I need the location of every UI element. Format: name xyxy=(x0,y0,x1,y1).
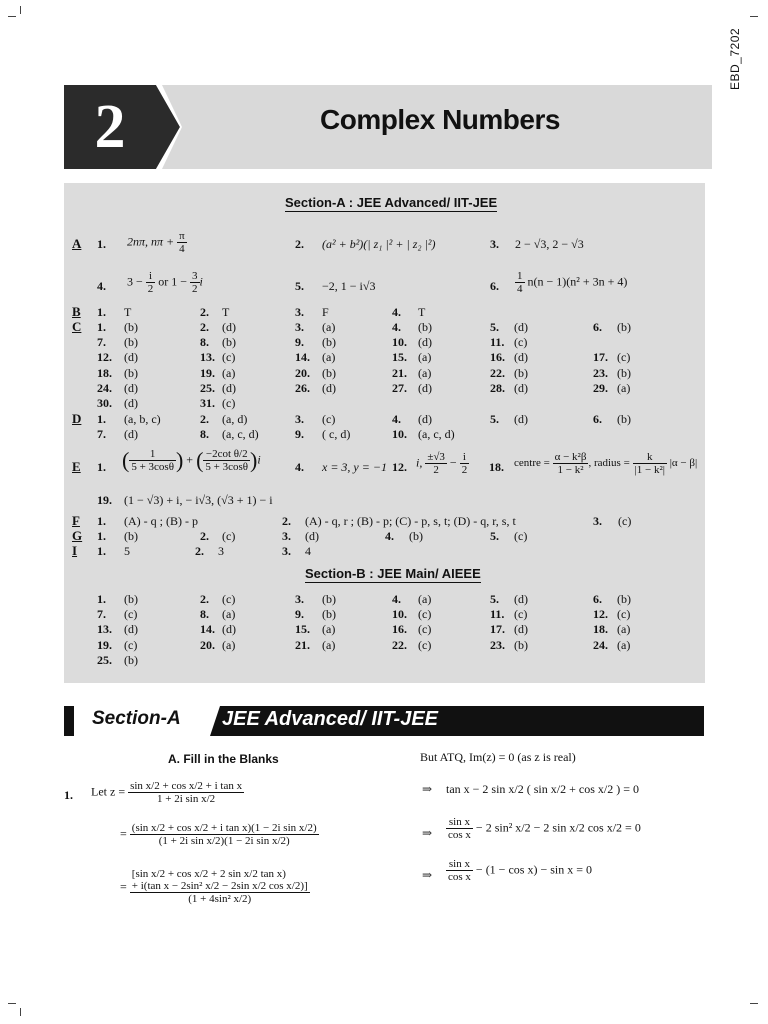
answer-number: 3. xyxy=(295,592,304,606)
paren: ) xyxy=(250,447,258,473)
numerator: sin x xyxy=(446,858,473,871)
answer-number: 10. xyxy=(392,335,407,349)
answer-number: 15. xyxy=(392,350,407,364)
numerator: α − k²β xyxy=(554,451,587,463)
answer-text: i, xyxy=(416,455,423,470)
answer-value: (d) xyxy=(514,320,528,334)
answer-value: (d) xyxy=(222,622,236,636)
denominator: 2 xyxy=(461,464,468,476)
answer-number: 2. xyxy=(200,529,209,543)
answer-value: (c) xyxy=(418,607,432,621)
equation-line xyxy=(91,780,244,805)
answer-value: −2, 1 − i√3 xyxy=(322,279,376,293)
answer-number: 1. xyxy=(97,460,106,474)
answer-value: (b) xyxy=(418,320,432,334)
answer-number: 14. xyxy=(200,622,215,636)
denominator: 2 xyxy=(147,283,154,295)
answer-number: 9. xyxy=(295,607,304,621)
answer-number: 10. xyxy=(392,427,407,441)
answer-number: 8. xyxy=(200,335,209,349)
answer-value: (d) xyxy=(322,381,336,395)
numerator: 1 xyxy=(517,270,523,282)
paren: ) xyxy=(175,447,184,473)
answer-value xyxy=(122,448,261,473)
implies-icon: ⇒ xyxy=(422,826,433,840)
answer-number: 22. xyxy=(392,638,407,652)
answer-text: i xyxy=(257,452,261,467)
equation-line xyxy=(446,858,592,883)
answer-number: 13. xyxy=(97,622,112,636)
denominator: 1 + 2i sin x/2 xyxy=(157,793,216,805)
answer-value xyxy=(416,451,469,476)
fraction xyxy=(446,816,473,841)
fraction xyxy=(553,451,589,476)
numerator: k xyxy=(633,451,667,464)
answer-number: 8. xyxy=(200,427,209,441)
answer-number: 1. xyxy=(97,237,106,251)
chapter-number: 2 xyxy=(94,93,126,161)
answer-value: 3 xyxy=(218,544,224,558)
denominator: 1 − k² xyxy=(557,464,584,476)
answer-number: 21. xyxy=(295,638,310,652)
answer-number: 1. xyxy=(97,544,106,558)
part-e-letter: E xyxy=(72,459,81,474)
answer-value: (c) xyxy=(514,529,528,543)
operator: + xyxy=(186,452,194,467)
answer-value: (b) xyxy=(322,592,336,606)
fraction xyxy=(425,451,447,476)
answer-number: 4. xyxy=(392,305,401,319)
answer-number: 5. xyxy=(490,412,499,426)
answer-value: (d) xyxy=(514,412,528,426)
answer-value: (b) xyxy=(409,529,423,543)
answer-value xyxy=(127,270,203,295)
numerator: 3 xyxy=(192,270,198,282)
answer-number: 6. xyxy=(593,320,602,334)
answer-value: (d) xyxy=(418,412,432,426)
section-b-heading: Section-B : JEE Main/ AIEEE xyxy=(305,566,481,581)
answer-value: (b) xyxy=(514,638,528,652)
answer-value: T xyxy=(418,305,426,319)
answer-text: i xyxy=(199,274,203,289)
part-d-letter: D xyxy=(72,411,82,426)
numerator: ±√3 xyxy=(427,451,445,463)
answer-value xyxy=(514,451,697,476)
answer-value: (c) xyxy=(618,514,632,528)
numerator: i xyxy=(460,451,470,464)
page-code: EBD_7202 xyxy=(728,27,742,90)
fraction xyxy=(633,451,667,476)
answer-value: (b) xyxy=(514,366,528,380)
answer-value: (c) xyxy=(418,638,432,652)
answer-value: F xyxy=(322,305,329,319)
answer-value: (b) xyxy=(124,320,138,334)
section-a-heading: Section-A : JEE Advanced/ IIT-JEE xyxy=(285,195,498,210)
answer-number: 3. xyxy=(490,237,499,251)
denominator: 2 xyxy=(433,464,439,476)
answer-value xyxy=(515,270,627,295)
answer-number: 17. xyxy=(490,622,505,636)
answer-value: (d) xyxy=(124,396,138,410)
denominator: 4 xyxy=(517,283,523,295)
fraction xyxy=(130,868,310,905)
answer-number: 22. xyxy=(490,366,505,380)
answer-value: (b) xyxy=(617,320,631,334)
answer-value: (d) xyxy=(514,622,528,636)
answer-value: (c) xyxy=(222,529,236,543)
answer-value: (a) xyxy=(322,638,336,652)
answer-value: (c) xyxy=(514,335,528,349)
equation-text: Let z = xyxy=(91,784,126,799)
answer-number: 27. xyxy=(392,381,407,395)
answer-text: |α − β| xyxy=(669,457,698,470)
answer-number: 13. xyxy=(200,350,215,364)
denominator: (1 + 2i sin x/2)(1 − 2i sin x/2) xyxy=(158,835,290,847)
fraction xyxy=(190,270,200,295)
answer-value: (A) - q, r ; (B) - p; (C) - p, s, t; (D) - q, r, s, t xyxy=(305,514,516,528)
answer-number: 3. xyxy=(295,320,304,334)
answer-value: (a) xyxy=(222,638,236,652)
answer-value: (a) xyxy=(418,592,432,606)
answer-value: (c) xyxy=(124,638,138,652)
part-b-letter: B xyxy=(72,304,81,319)
answer-number: 21. xyxy=(392,366,407,380)
denominator: 5 + 3cosθ xyxy=(205,461,249,473)
answer-number: 2. xyxy=(200,305,209,319)
answer-value: (b) xyxy=(124,592,138,606)
numerator xyxy=(130,868,310,893)
fraction xyxy=(446,858,473,883)
answer-number: 8. xyxy=(200,607,209,621)
answer-number: 18. xyxy=(593,622,608,636)
answer-value: (b) xyxy=(322,366,336,380)
answer-value: (d) xyxy=(222,381,236,395)
paren: ( xyxy=(196,447,204,473)
answer-number: 1. xyxy=(97,412,106,426)
answer-value: (c) xyxy=(222,592,236,606)
answer-value: (a, b, c) xyxy=(124,412,161,426)
answer-value: (b) xyxy=(617,592,631,606)
answer-value: (d) xyxy=(124,622,138,636)
answer-number: 24. xyxy=(593,638,608,652)
chapter-title: Complex Numbers xyxy=(320,104,560,135)
fraction xyxy=(129,448,176,473)
answer-number: 5. xyxy=(295,279,304,293)
solution-number: 1. xyxy=(64,788,73,802)
equation-line xyxy=(120,822,319,847)
answer-value: T xyxy=(124,305,132,319)
answer-number: 16. xyxy=(392,622,407,636)
answer-number: 14. xyxy=(295,350,310,364)
fraction xyxy=(177,230,187,255)
answer-number: 12. xyxy=(392,460,407,474)
fraction xyxy=(515,270,525,295)
denominator: cos x xyxy=(448,829,471,841)
fraction xyxy=(203,448,250,473)
answer-number: 6. xyxy=(593,412,602,426)
numerator: −2cot θ/2 xyxy=(203,448,250,461)
answer-number: 1. xyxy=(97,305,106,319)
equation-text: = xyxy=(120,826,127,841)
answer-number: 12. xyxy=(593,607,608,621)
section-banner-title: JEE Advanced/ IIT-JEE xyxy=(222,708,439,730)
answer-value: (a) xyxy=(617,622,631,636)
answer-number: 26. xyxy=(295,381,310,395)
answer-value: (d) xyxy=(418,381,432,395)
answer-number: 11. xyxy=(490,335,505,349)
answer-number: 1. xyxy=(97,592,106,606)
answer-value xyxy=(127,230,187,255)
denominator: 5 + 3cosθ xyxy=(131,461,174,473)
answer-text: centre = xyxy=(514,457,550,470)
denominator: |1 − k²| xyxy=(634,464,665,476)
answer-value: (d) xyxy=(418,335,432,349)
answer-value: x = 3, y = −1 xyxy=(322,460,387,474)
denominator: (1 + 4sin² x/2) xyxy=(188,893,252,905)
answer-value: (c) xyxy=(617,350,631,364)
numerator: i xyxy=(146,270,156,283)
part-f-letter: F xyxy=(72,513,80,528)
answer-value: (1 − √3) + i, − i√3, (√3 + 1) − i xyxy=(124,493,273,507)
answer-value: (a) xyxy=(617,381,631,395)
answer-number: 5. xyxy=(490,592,499,606)
answer-value: (a) xyxy=(617,638,631,652)
answer-value: (d) xyxy=(124,350,138,364)
answer-number: 31. xyxy=(200,396,215,410)
answer-value: (c) xyxy=(222,350,236,364)
answer-number: 2. xyxy=(200,592,209,606)
crop-mark xyxy=(750,16,758,17)
answer-number: 9. xyxy=(295,427,304,441)
part-i-letter: I xyxy=(72,543,78,558)
answer-number: 6. xyxy=(490,279,499,293)
answer-value: (c) xyxy=(418,622,432,636)
fraction xyxy=(128,780,244,805)
fraction xyxy=(460,451,470,476)
crop-mark xyxy=(20,6,21,14)
answer-value: (a) xyxy=(322,350,336,364)
answer-number: 9. xyxy=(295,335,304,349)
answer-value: (b) xyxy=(322,335,336,349)
answer-number: 1. xyxy=(97,514,106,528)
answer-value: (d) xyxy=(514,350,528,364)
answer-value: (c) xyxy=(222,396,236,410)
answer-value: (b) xyxy=(617,412,631,426)
answer-number: 15. xyxy=(295,622,310,636)
answer-number: 25. xyxy=(200,381,215,395)
answer-value: (b) xyxy=(222,335,236,349)
numerator: sin x xyxy=(446,816,473,829)
answer-value: (A) - q ; (B) - p xyxy=(124,514,198,528)
answer-number: 23. xyxy=(490,638,505,652)
answer-number: 24. xyxy=(97,381,112,395)
numerator: π xyxy=(179,230,185,242)
answer-number: 7. xyxy=(97,607,106,621)
answer-number: 18. xyxy=(97,366,112,380)
section-banner-bar xyxy=(64,706,74,736)
answer-value: (d) xyxy=(124,381,138,395)
equation-line xyxy=(120,868,310,905)
answer-number: 6. xyxy=(593,592,602,606)
answer-number: 11. xyxy=(490,607,505,621)
answer-number: 20. xyxy=(295,366,310,380)
answer-value: (b) xyxy=(617,366,631,380)
paren: ( xyxy=(122,447,130,473)
denominator: cos x xyxy=(448,871,471,883)
answer-value: (d) xyxy=(514,381,528,395)
answer-number: 4. xyxy=(385,529,394,543)
answer-number: 2. xyxy=(295,237,304,251)
equation-text: − (1 − cos x) − sin x = 0 xyxy=(475,862,592,877)
answer-value: (c) xyxy=(617,607,631,621)
denominator: 4 xyxy=(179,243,185,255)
answer-value: (a² + b²)(| z₁ |² + | z₂ |²) xyxy=(322,237,436,251)
numerator-line: [sin x/2 + cos x/2 + 2 sin x/2 tan x) xyxy=(131,868,286,880)
crop-mark xyxy=(20,1008,21,1016)
answer-number: 2. xyxy=(282,514,291,528)
answer-value: (a) xyxy=(222,366,236,380)
answer-number: 28. xyxy=(490,381,505,395)
answer-number: 4. xyxy=(392,592,401,606)
answer-number: 3. xyxy=(282,544,291,558)
answer-text: 2nπ, nπ + xyxy=(127,234,175,249)
implies-icon: ⇒ xyxy=(422,782,433,796)
answer-number: 25. xyxy=(97,653,112,667)
answer-number: 29. xyxy=(593,381,608,395)
answer-value: (d) xyxy=(124,427,138,441)
answer-value: ( c, d) xyxy=(322,427,351,441)
answer-value: (a) xyxy=(322,320,336,334)
answer-text: n(n − 1)(n² + 3n + 4) xyxy=(527,274,628,289)
answer-number: 10. xyxy=(392,607,407,621)
answer-text: or 1 − xyxy=(158,274,188,289)
answer-number: 19. xyxy=(97,493,112,507)
equation-line: tan x − 2 sin x/2 ( sin x/2 + cos x/2 ) = 0 xyxy=(446,782,639,796)
implies-icon: ⇒ xyxy=(422,868,433,882)
answer-number: 16. xyxy=(490,350,505,364)
answer-number: 5. xyxy=(490,529,499,543)
answer-number: 2. xyxy=(195,544,204,558)
answer-value: (d) xyxy=(514,592,528,606)
answer-value: (d) xyxy=(305,529,319,543)
answer-number: 4. xyxy=(392,320,401,334)
fraction xyxy=(146,270,156,295)
answer-number: 30. xyxy=(97,396,112,410)
answer-value: (c) xyxy=(322,412,336,426)
answer-number: 3. xyxy=(282,529,291,543)
answer-number: 1. xyxy=(97,320,106,334)
answer-number: 3. xyxy=(593,514,602,528)
answer-number: 4. xyxy=(97,279,106,293)
answer-value: (a) xyxy=(418,350,432,364)
answer-value: 4 xyxy=(305,544,311,558)
answer-number: 1. xyxy=(97,529,106,543)
answer-value: (a) xyxy=(222,607,236,621)
answer-number: 19. xyxy=(97,638,112,652)
crop-mark xyxy=(750,1003,758,1004)
answer-number: 19. xyxy=(200,366,215,380)
answer-value: (a, c, d) xyxy=(222,427,259,441)
answer-number: 7. xyxy=(97,427,106,441)
answer-number: 2. xyxy=(200,320,209,334)
part-g-letter: G xyxy=(72,528,83,543)
answer-value: (c) xyxy=(514,607,528,621)
answer-value: (d) xyxy=(222,320,236,334)
section-banner-label: Section-A xyxy=(92,708,181,729)
numerator-line: + i(tan x − 2sin² x/2 − 2sin x/2 cos x/2)] xyxy=(131,880,308,892)
answer-value: (a, d) xyxy=(222,412,248,426)
answer-value: (b) xyxy=(124,366,138,380)
answer-value: (c) xyxy=(124,607,138,621)
equation-text: − 2 sin² x/2 − 2 sin x/2 cos x/2 = 0 xyxy=(475,820,641,835)
answer-text: , radius = xyxy=(588,457,630,470)
crop-mark xyxy=(8,1003,16,1004)
answer-number: 12. xyxy=(97,350,112,364)
answer-number: 17. xyxy=(593,350,608,364)
part-a-letter: A xyxy=(72,236,82,251)
answer-number: 23. xyxy=(593,366,608,380)
answer-text: 3 − xyxy=(127,274,143,289)
answer-value: T xyxy=(222,305,230,319)
answer-value: (a) xyxy=(418,366,432,380)
answer-value: (a, c, d) xyxy=(418,427,455,441)
numerator: sin x/2 + cos x/2 + i tan x xyxy=(130,780,243,792)
operator: − xyxy=(449,455,457,470)
answer-number: 4. xyxy=(392,412,401,426)
answer-number: 5. xyxy=(490,320,499,334)
numerator: (sin x/2 + cos x/2 + i tan x)(1 − 2i sin x/2) xyxy=(131,822,317,834)
answer-number: 2. xyxy=(200,412,209,426)
answer-number: 20. xyxy=(200,638,215,652)
equation-line xyxy=(446,816,641,841)
answer-value: (b) xyxy=(322,607,336,621)
crop-mark xyxy=(8,16,16,17)
answer-value: 5 xyxy=(124,544,130,558)
answer-key-panel xyxy=(64,183,705,683)
denominator: 2 xyxy=(192,283,198,295)
part-c-letter: C xyxy=(72,319,82,334)
equation-text: = xyxy=(120,879,127,894)
answer-value: (b) xyxy=(124,653,138,667)
answer-value: (b) xyxy=(124,335,138,349)
answer-number: 3. xyxy=(295,412,304,426)
answer-value: (a) xyxy=(322,622,336,636)
fraction xyxy=(130,822,319,847)
subheading: A. Fill in the Blanks xyxy=(168,752,279,766)
answer-number: 18. xyxy=(489,460,504,474)
answer-value: (b) xyxy=(124,529,138,543)
equation-line: But ATQ, Im(z) = 0 (as z is real) xyxy=(420,750,576,764)
answer-number: 3. xyxy=(295,305,304,319)
answer-value: 2 − √3, 2 − √3 xyxy=(515,237,584,251)
answer-number: 7. xyxy=(97,335,106,349)
answer-number: 4. xyxy=(295,460,304,474)
numerator: 1 xyxy=(129,448,176,461)
